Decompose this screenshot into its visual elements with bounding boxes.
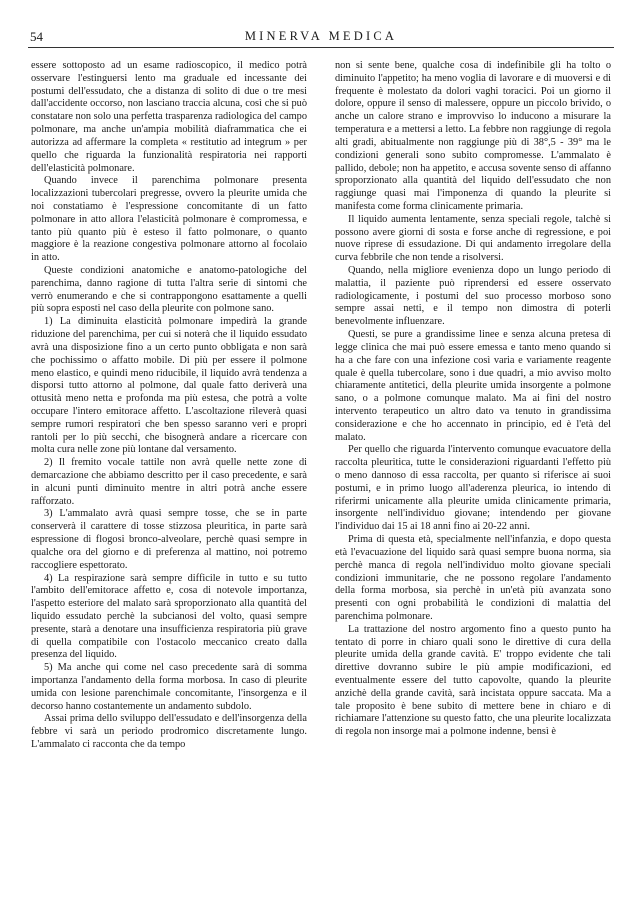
paragraph: Questi, se pure a grandissime linee e senza alcuna pretesa di legge clinica che mai può essere emessa e tanto meno quando si ha a che fare con una infezione così varia e variamente reagente quale è quella tubercolare, sono i due quadri, a mio avviso molto chiaramente antitetici, della pleurite umida insorgente a polmone sano, o a polmone comunque malato. Ma ai fini del nostro intervento terapeutico un altro dato va tenuto in grandissima considerazione e che ho accennato in principio, ed è l'età del malato. (335, 329, 611, 443)
paragraph: Per quello che riguarda l'intervento comunque evacuatore della raccolta pleuritica, tutte le considerazioni riguardanti l'effetto più o meno dannoso di essa raccolta, per quanto si riferisce ai suoi postumi, e in primo luogo all'aderenza pleurica, io intendo di riferirmi unicamente alla pleurite umida clinicamente primaria, insorgente nell'individuo giovane; intendendo per giovane l'individuo dai 15 ai 18 anni fino ai 20-22 anni. (335, 444, 611, 533)
paragraph: 2) Il fremito vocale tattile non avrà quelle nette zone di demarcazione che abbiamo descritto per il caso precedente, e sarà in alcuni punti diminuito mentre in altri potrà anche essere rafforzato. (31, 457, 307, 507)
left-column (31, 60, 307, 890)
journal-title: MINERVA MEDICA (244, 29, 398, 43)
paragraph: 5) Ma anche qui come nel caso precedente sarà di somma importanza l'andamento della forma morbosa. In caso di pleurite umida con lesione parenchimale concomitante, l'insorgenza e il decorso hanno costantemente un andamento subdolo. (31, 662, 307, 712)
paragraph: 3) L'ammalato avrà quasi sempre tosse, che se in parte conserverà il carattere di tosse stizzosa pleuritica, in parte sarà espressione di flogosi bronco-alveolare, perchè quasi sempre in qualche ora del giorno e di preferenza al mattino, noi potremo raccogliere espettorato. (31, 508, 307, 571)
paragraph: Quando invece il parenchima polmonare presenta localizzazioni tubercolari pregresse, ovvero la pleurite umida che noi constatiamo è l'espressione concomitante di un fatto polmonare in atto allora l'elasticità polmonare è compromessa, e tanto più quanto più è esteso il fatto polmonare, o quanto maggiore è la reazione congestiva polmonare attorno al focolaio in atto. (31, 175, 307, 264)
right-column (335, 60, 611, 890)
paragraph: 4) La respirazione sarà sempre difficile in tutto e su tutto l'ambito dell'emitorace affetto e, cosa di notevole importanza, l'aspetto esteriore del malato sarà sproporzionato alla quantità del liquido essudato perchè la subcianosi del volto, quasi sempre presente, starà a denotare una insufficienza respiratoria più grave di quella compatibile con l'ostacolo meccanico creato dalla presenza del liquido. (31, 572, 307, 661)
paragraph: Queste condizioni anatomiche e anatomo-patologiche del parenchima, danno ragione di tutta l'altra serie di sintomi che verrò enumerando e che si contrappongono esattamente a quelli più sopra esposti nel caso della pleurite con polmone sano. (31, 265, 307, 315)
paragraph: non si sente bene, qualche cosa di indefinibile gli ha tolto o diminuito l'appetito; ha meno voglia di lavorare e di muoversi e di frequente è molestato da dolori vaghi toracici. Poi un giorno il dolore, oppure il senso di malessere, oppure un piccolo brivido, o anche un calore strano e improvviso lo inducono a misurare la temperatura e a mettersi a letto. La febbre non raggiunge di regola alti gradi, abitualmente non raggiunge più di 38°,5 - 39° ma le condizioni generali sono subito compromesse. L'ammalato è pallido, debole; non ha appetito, e accusa sovente senso di affanno sproporzionato alla quantità del liquido dell'essudato che non raggiunge quasi mai l'imponenza di quando la pleurite si manifesta come forma clinicamente primaria. (335, 60, 611, 212)
paragraph: La trattazione del nostro argomento fino a questo punto ha tentato di porre in chiaro quali sono le direttive di cura della pleurite umida della grande cavità. E' troppo evidente che tali direttive dovranno subire le più ampie modificazioni, ed eventualmente essere del tutto capovolte, quando la pleurite anzichè della grande cavità, sarà incistata oppure saccata. Ma a tale proposito è bene subito di mettere bene in chiaro e di richiamare l'attenzione su questo fatto, che una pleurite localizzata di regola non insorge mai a polmone indenne, bensì è (335, 623, 611, 738)
header-divider (28, 47, 614, 48)
page-header (28, 26, 614, 48)
paragraph: Prima di questa età, specialmente nell'infanzia, e dopo questa età l'evacuazione del liquido sarà quasi sempre buona norma, sia perchè manca di regola nell'individuo molto giovane speciali condizioni immunitarie, che ne possono regolare l'andamento della forma morbosa, sia perchè in un'età più avanzata sono presenti con ogni probabilità le condizioni di malattia del parenchima polmonare. (335, 534, 611, 622)
paragraph: Il liquido aumenta lentamente, senza speciali regole, talchè si possono avere giorni di sosta e forse anche di regressione, e poi nuove riprese di essudazione. Di qui andamento irregolare della curva febbrile che non tende a risolversi. (335, 213, 611, 264)
page-number: 54 (30, 29, 43, 44)
paragraph: 1) La diminuita elasticità polmonare impedirà la grande riduzione del parenchima, per cui si noterà che il liquido essudato avrà una disposizione fino a un certo punto obbligata e non sarà che pochissimo o affatto mobile. Di più per essere il polmone meno elastico, e quindi meno riducibile, il liquido avrà tendenza a disporsi tutto attorno al polmone, dal quale fatto deriverà una ottusità meno netta e profonda ma più estesa, che potrà a volte occupare l'intero emitorace affetto. L'ascoltazione rileverà quasi sempre rumori respiratori che ben spesso saranno veri e propri rantoli per lo più secchi, che bisognerà andare a ricercare con molta cura nelle zone più lontane dal versamento. (31, 316, 307, 456)
paragraph: Quando, nella migliore evenienza dopo un lungo periodo di malattia, il paziente può riprendersi ed essere osservato radiologicamente, i postumi del suo processo morboso sono sempre assai netti, e il tempo non dimostra di poterli benevolmente influenzare. (335, 265, 611, 328)
paragraph: Assai prima dello sviluppo dell'essudato e dell'insorgenza della febbre vi sarà un periodo prodromico discretamente lungo. L'ammalato ci racconta che da tempo (31, 713, 307, 751)
paragraph: essere sottoposto ad un esame radioscopico, il medico potrà osservare l'estinguersi lento ma graduale ed incessante dei postumi dell'essudato, che a distanza di solito di due o tre mesi dall'accidente occorso, non lasciano traccia alcuna, così che si può constatare non solo una perfetta trasparenza radiologica del campo polmonare, ma anche un'ampia mobilità diaframmatica che ei autorizza ad affermare la completa « restitutio ad integrum » per quello che riguarda la funzionalità respiratoria nei rapporti dell'elasticità polmonare. (31, 60, 307, 174)
